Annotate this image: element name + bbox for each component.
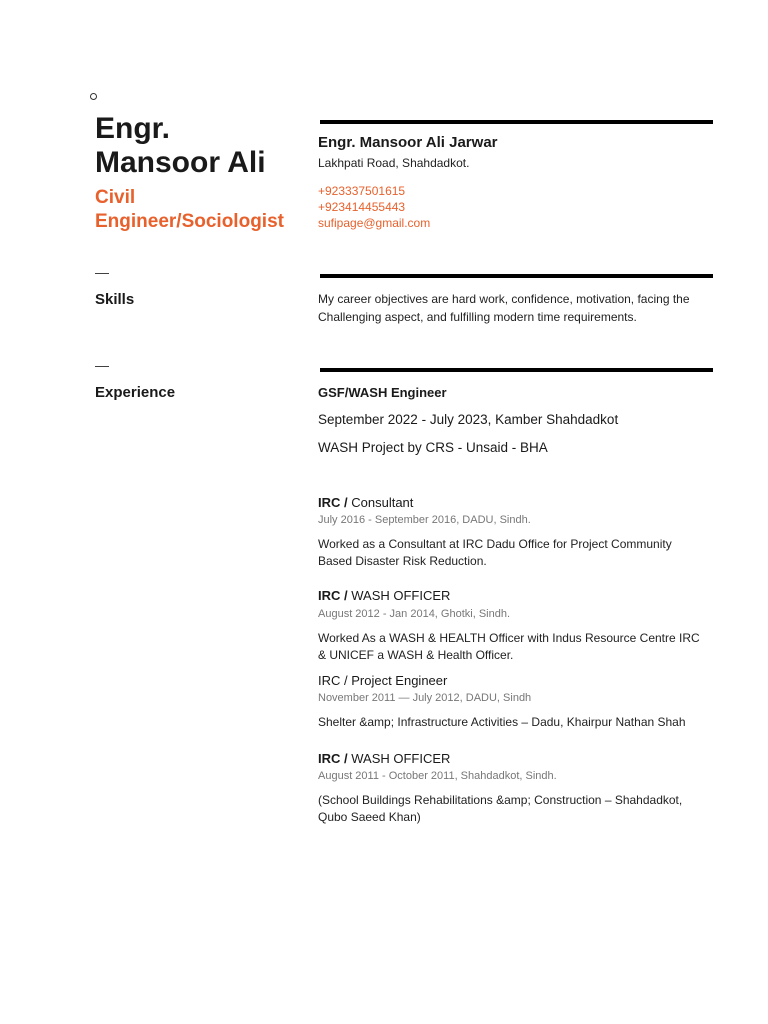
job5-desc-line-2: Qubo Saeed Khan) — [318, 810, 421, 824]
job5-desc — [318, 792, 718, 826]
phone-1: +923337501615 — [318, 184, 406, 198]
job1-project: WASH Project by CRS - Unsaid - BHA — [318, 440, 548, 455]
job5-role: WASH OFFICER — [351, 751, 451, 766]
job3-desc — [318, 630, 718, 664]
job2-desc-line-2: Based Disaster Risk Reduction. — [318, 554, 487, 568]
skills-dash: — — [95, 264, 109, 280]
bullet-circle-icon — [90, 93, 97, 100]
skills-title: Skills — [95, 291, 135, 308]
address: Lakhpati Road, Shahdadkot. — [318, 156, 470, 170]
job3-role: WASH OFFICER — [351, 588, 451, 603]
job2-role: Consultant — [351, 495, 414, 510]
job5-title — [318, 751, 718, 766]
job1-title: GSF/WASH Engineer — [318, 385, 447, 400]
job2-desc-line-1: Worked as a Consultant at IRC Dadu Office for Project Community — [318, 537, 672, 551]
objective-text — [318, 290, 718, 326]
job2-desc — [318, 536, 718, 570]
job2-meta: July 2016 - September 2016, DADU, Sindh. — [318, 514, 531, 526]
job4-desc: Shelter &amp; Infrastructure Activities – Dadu, Khairpur Nathan Shah — [318, 715, 686, 729]
job4-title: IRC / Project Engineer — [318, 673, 448, 688]
job5-org: IRC / — [318, 751, 352, 766]
job4-meta: November 2011 — July 2012, DADU, Sindh — [318, 692, 532, 704]
objective-line-1: My career objectives are hard work, confidence, motivation, facing the — [318, 292, 690, 306]
experience-title: Experience — [95, 384, 176, 401]
job3-desc-line-2: & UNICEF a WASH & Health Officer. — [318, 648, 514, 662]
job1-dates: September 2022 - July 2023, Kamber Shahdadkot — [318, 412, 619, 427]
name-line-1: Engr. — [95, 112, 171, 145]
job3-org: IRC / — [318, 588, 352, 603]
section-divider — [320, 368, 713, 372]
experience-dash: — — [95, 357, 109, 373]
job2-org: IRC / — [318, 495, 352, 510]
role-line-2: Engineer/Sociologist — [95, 211, 284, 232]
candidate-role — [95, 186, 284, 234]
job3-desc-line-1: Worked As a WASH & HEALTH Officer with Indus Resource Centre IRC — [318, 631, 700, 645]
name-line-2: Mansoor Ali — [95, 146, 266, 179]
objective-line-2: Challenging aspect, and fulfilling modern time requirements. — [318, 310, 637, 324]
candidate-name — [95, 112, 305, 180]
email: sufipage@gmail.com — [318, 216, 431, 230]
job3-title — [318, 588, 718, 603]
job2-title — [318, 495, 718, 510]
header-name: Engr. Mansoor Ali Jarwar — [318, 134, 498, 151]
section-divider — [320, 274, 713, 278]
job5-desc-line-1: (School Buildings Rehabilitations &amp; Construction – Shahdadkot, — [318, 793, 683, 807]
job5-meta: August 2011 - October 2011, Shahdadkot, Sindh. — [318, 770, 557, 782]
role-line-1: Civil — [95, 187, 136, 208]
job3-meta: August 2012 - Jan 2014, Ghotki, Sindh. — [318, 608, 511, 620]
section-divider — [320, 120, 713, 124]
phone-2: +923414455443 — [318, 200, 406, 214]
